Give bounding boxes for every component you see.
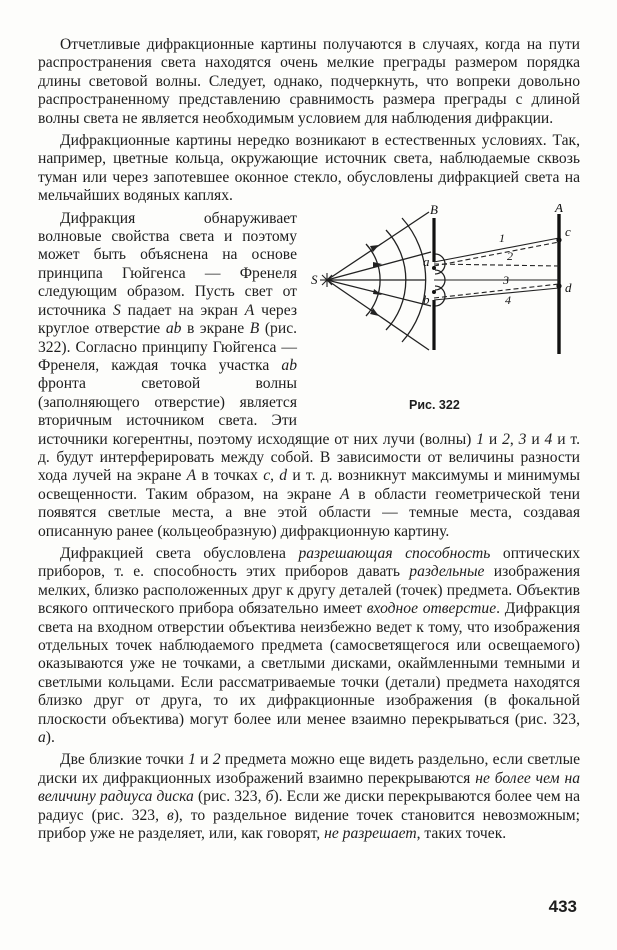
point-d (556, 283, 561, 288)
ray-line (327, 252, 431, 280)
paragraph-5: Две близкие точки 1 и 2 предмета можно еще видеть раздельно, если светлые диски их дифракционных изображений взаимно перекрываются не более чем на величину радиуса диска (рис. 323, б). Если же диски перекрываются более чем на радиус (рис. 323, в), то раздельное видение точек становится невозможным; прибор уже не разделяет, или, как говорят, не разрешает, таких точек. (38, 751, 581, 843)
ray-1 (434, 238, 559, 262)
ray-4 (434, 288, 559, 300)
label-ray-3: 3 (503, 272, 509, 287)
label-a-screen: A (555, 203, 563, 215)
label-c: c (565, 223, 571, 239)
label-ray-2: 2 (507, 248, 513, 263)
point-b (432, 290, 436, 294)
label-s: S (311, 271, 318, 287)
ray-arrow (373, 289, 382, 295)
ray-2 (434, 264, 559, 266)
label-b-screen: B (430, 203, 438, 217)
label-ray-1: 1 (499, 230, 505, 245)
paragraph-2: Дифракционные картины нередко возникают в естественных условиях. Так, например, цветные кольца, окружающие источник света, наблюдаемые сквозь туман или через запотевшее оконное стекло, обусловлены дифракцией света на мельчайших водяных каплях. (38, 132, 580, 205)
paragraph-1: Отчетливые дифракционные картины получаются в случаях, когда на пути распространения света находятся очень мелкие преграды размером порядка длины световой волны. Следует, однако, подчеркнуть, что вопреки довольно распространенному представлению сравнимость размера преграды с длиной волны света не является необходимым условием для наблюдения дифракции. (38, 36, 580, 127)
page-number: 433 (548, 897, 577, 916)
ray-3 (434, 284, 559, 298)
page-body (38, 36, 580, 843)
figure-322 (307, 204, 582, 426)
point-a (432, 266, 436, 270)
point-c (556, 237, 561, 242)
paragraph-3: Дифракция обнаруживает волновые свойства света и поэтому может быть объяснена на основе принципа Гюйгенса — Френеля следующим образом. Пусть свет от источника S падает на экран А через круглое отверстие ab в экране В (рис. 322). Согласно принципу Гюйгенса — Френеля, каждая точка участка ab фронта световой волны (заполняющего отверстие) является вторичным источником света. Эти источники когерентны, поэтому исходящие от них лучи (волны) 1 и 2, 3 и 4 и т. д. будут интерферировать между собой. В зависимости от величины разности хода лучей на экране А в точках c, d и т. д. возникнут максимумы и минимумы освещенности. Таким образом, на экране А в области геометрической тени появятся светлые места, а вне этой области — темные места, создавая описанную ранее (кольцеобразную) дифракционную картину. (38, 209, 581, 540)
diffraction-diagram (307, 204, 582, 394)
label-ray-4: 4 (505, 292, 511, 307)
paragraph-4: Дифракцией света обусловлена разрешающая способность оптических приборов, т. е. способность этих приборов давать раздельные изображения мелких, близко расположенных друг к другу деталей (точек) предмета. Объектив всякого оптического прибора обязательно имеет входное отверстие. Дифракция света на входном отверстии объектива неизбежно ведет к тому, что изображения отдельных точек наблюдаемого предмета (самосветящегося или освещаемого) оказываются уже не точками, а светлыми дисками, окаймленными темными и светлыми кольцами. Если рассматриваемые точки (детали) предмета находятся близко друг от друга, то их дифракционные изображения (в фокальной плоскости объектива) могут более или менее взаимно перекрываться (рис. 323, а). (38, 544, 580, 747)
figure-caption: Рис. 322 (409, 397, 460, 412)
label-d: d (565, 279, 572, 295)
label-b-point: b (423, 291, 430, 307)
label-a-point: a (423, 253, 430, 269)
